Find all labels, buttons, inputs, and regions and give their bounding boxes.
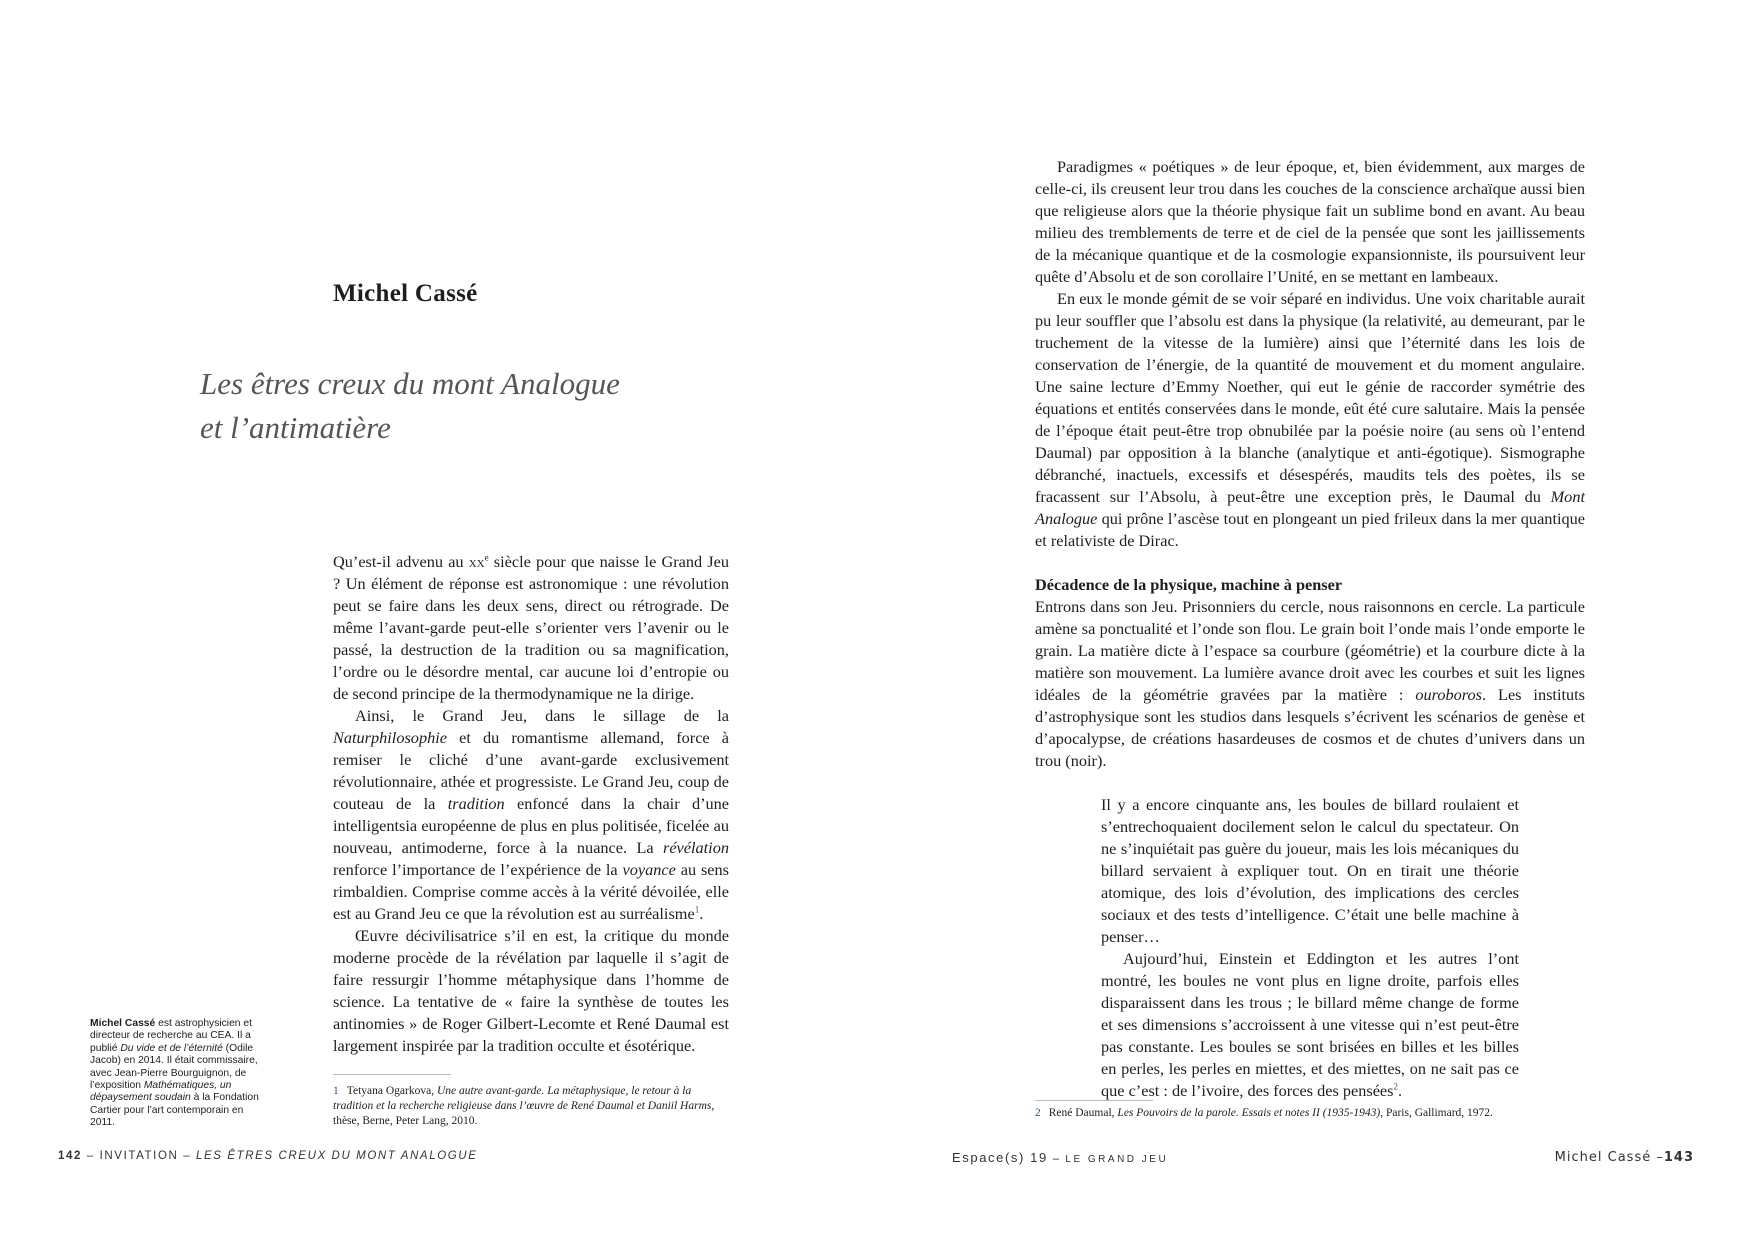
footnote-divider (333, 1074, 451, 1075)
article-author: Michel Cassé (333, 280, 478, 307)
title-line-2: et l’antimatière (200, 410, 391, 445)
footnote-divider (1035, 1100, 1153, 1101)
footnote-ref[interactable]: 1 (694, 904, 700, 915)
right-body-column (1035, 156, 1585, 1102)
page-number: 142 (58, 1150, 82, 1162)
left-body-column (333, 551, 729, 1057)
left-page-footer: 142 – INVITATION – LES ÊTRES CREUX DU MONT ANALOGUE (58, 1150, 478, 1162)
paragraph: Qu’est-il advenu au $xx^e$ siècle pour que naisse le Grand Jeu ? Un élément de réponse est astronomique : une révolution peut se faire dans les deux sens, direct ou rétrograde. De même l’avant-garde peut-elle s’orienter vers l’avenir ou le passé, la destruction de la tradition ou sa magnification, l’ordre ou le désordre mental, car aucune loi d’entropie ou de second principe de la thermodynamique ne la dirige. (333, 552, 730, 703)
right-page-footer-left: Espace(s) 19 – LE GRAND JEU (952, 1150, 1169, 1165)
footnote-1: 1 Tetyana Ogarkova, Une autre avant-garde. La métaphysique, le retour à la tradition et la recherche religieuse dans l’œuvre de René Daumal et Daniil Harms, thèse, Berne, Peter Lang, 2010. (333, 1085, 715, 1127)
paragraph: Œuvre décivilisatrice s’il en est, la critique du monde moderne procède de la révélation par laquelle il s’agit de faire ressurgir l’homme métaphysique dans l’homme de science. La tentative de « faire la synthèse de toutes les antinomies » de Roger Gilbert-Lecomte et René Daumal est largement inspirée par la tradition occulte et ésotérique. (333, 926, 729, 1055)
footnote-2: 2 René Daumal, Les Pouvoirs de la parole. Essais et notes II (1935-1943), Paris, Gallimard, 1972. (1035, 1107, 1493, 1119)
right-page-footer-right: Michel Cassé –143 (1554, 1150, 1694, 1165)
page-number: 143 (1663, 1150, 1694, 1165)
quote-paragraph: Aujourd’hui, Einstein et Eddington et les autres l’ont montré, les boules ne vont plus en ligne droite, parfois elles disparaissent dans les trous ; le billard même change de forme et ses dimensions s’accroissent à une vitesse qui n’est peut-être pas constante. Les boules se sont brisées en billes et les billes en perles, les perles en miettes, et des miettes, on ne sait pas ce que c’est : de l’ivoire, des forces des pensées$^2$. (1101, 949, 1519, 1100)
author-bio: Michel Cassé est astrophysicien et directeur de recherche au CEA. Il a publié Du vide et de l’éternité (Odile Jacob) en 2014. Il était commissaire, avec Jean-Pierre Bourguignon, de l’exposition Mathématiques, un dépaysement soudain à la Fondation Cartier pour l’art contemporain en 2011. (90, 1018, 259, 1129)
paragraph: Entrons dans son Jeu. Prisonniers du cercle, nous raisonnons en cercle. La particule amène sa ponctualité et l’onde son flou. Le grain boit l’onde mais l’onde emporte le grain. La matière dicte à l’espace sa courbure (géométrie) et la courbure dicte à la matière son mouvement. La lumière avance droit avec les courbes et suit les lignes idéales de la géométrie gravées par la matière : ouroboros. Les instituts d’astrophysique sont les studios dans lesquels s’écrivent les scénarios de genèse et d’apocalypse, de créations hasardeuses de cosmos et de chutes d’univers dans un trou (noir). (1035, 597, 1585, 770)
paragraph: Paradigmes « poétiques » de leur époque, et, bien évidemment, aux marges de celle-ci, ils creusent leur trou dans les couches de la conscience archaïque aussi bien que religieuse alors que la théorie physique fait un sublime bond en avant. Au beau milieu des tremblements de terre et de ciel de la pensée que sont les jaillissements de la mécanique quantique et de la cosmologie expansionniste, ils poursuivent leur quête d’Absolu et de son corollaire l’Unité, en se mettant en lambeaux. (1035, 157, 1585, 286)
paragraph: En eux le monde gémit de se voir séparé en individus. Une voix charitable aurait pu leur souffler que l’absolu est dans la physique (la relativité, au demeurant, par le truchement de la vitesse de la lumière) ainsi que l’éternité dans les lois de conservation de l’énergie, de la quantité de mouvement et du moment angulaire. Une saine lecture d’Emmy Noether, qui eut le génie de raccorder symétrie des équations et entités conservées dans le monde, eût été cure salutaire. Mais la pensée de l’époque était peut-être trop obnubilée par la poésie noire (au sens où l’entend Daumal) par opposition à la blanche (analytique et anti-égotique). Sismographe débranché, inactuels, excessifs et désespérés, maudits tels des poètes, ils se fracassent sur l’Absolu, à peut-être une exception près, le Daumal du Mont Analogue qui prône l’ascèse tout en plongeant un pied frileux dans la mer quantique et relativiste de Dirac. (1035, 289, 1585, 550)
title-line-1: Les êtres creux du mont Analogue (200, 366, 620, 401)
quote-paragraph: Il y a encore cinquante ans, les boules de billard roulaient et s’entrechoquaient docilement selon le calcul du spectateur. On ne s’inquiétait pas guère du joueur, mais les lois mécaniques du billard servaient à expliquer tout. On en tirait une théorie atomique, des lois d’évolution, des implications des cercles sociaux et des tests d’intelligence. C’était une belle machine à penser… (1101, 795, 1519, 946)
footnote-ref[interactable]: 2 (1393, 1081, 1398, 1092)
block-quote (1101, 794, 1519, 1102)
article-title (200, 362, 620, 450)
section-heading: Décadence de la physique, machine à penser (1035, 575, 1343, 594)
paragraph: Ainsi, le Grand Jeu, dans le sillage de la Naturphilosophie et du romantisme allemand, force à remiser le cliché d’une avant-garde exclusivement révolutionnaire, athée et progressiste. Le Grand Jeu, coup de couteau de la tradition enfoncé dans la chair d’une intelligentsia européenne de plus en plus politisée, ficelée au nouveau, antimoderne, force à la nuance. La révélation renforce l’importance de l’expérience de la voyance au sens rimbaldien. Comprise comme accès à la vérité dévoilée, elle est au Grand Jeu ce que la révolution est au surréalisme$^1$. (333, 706, 730, 923)
